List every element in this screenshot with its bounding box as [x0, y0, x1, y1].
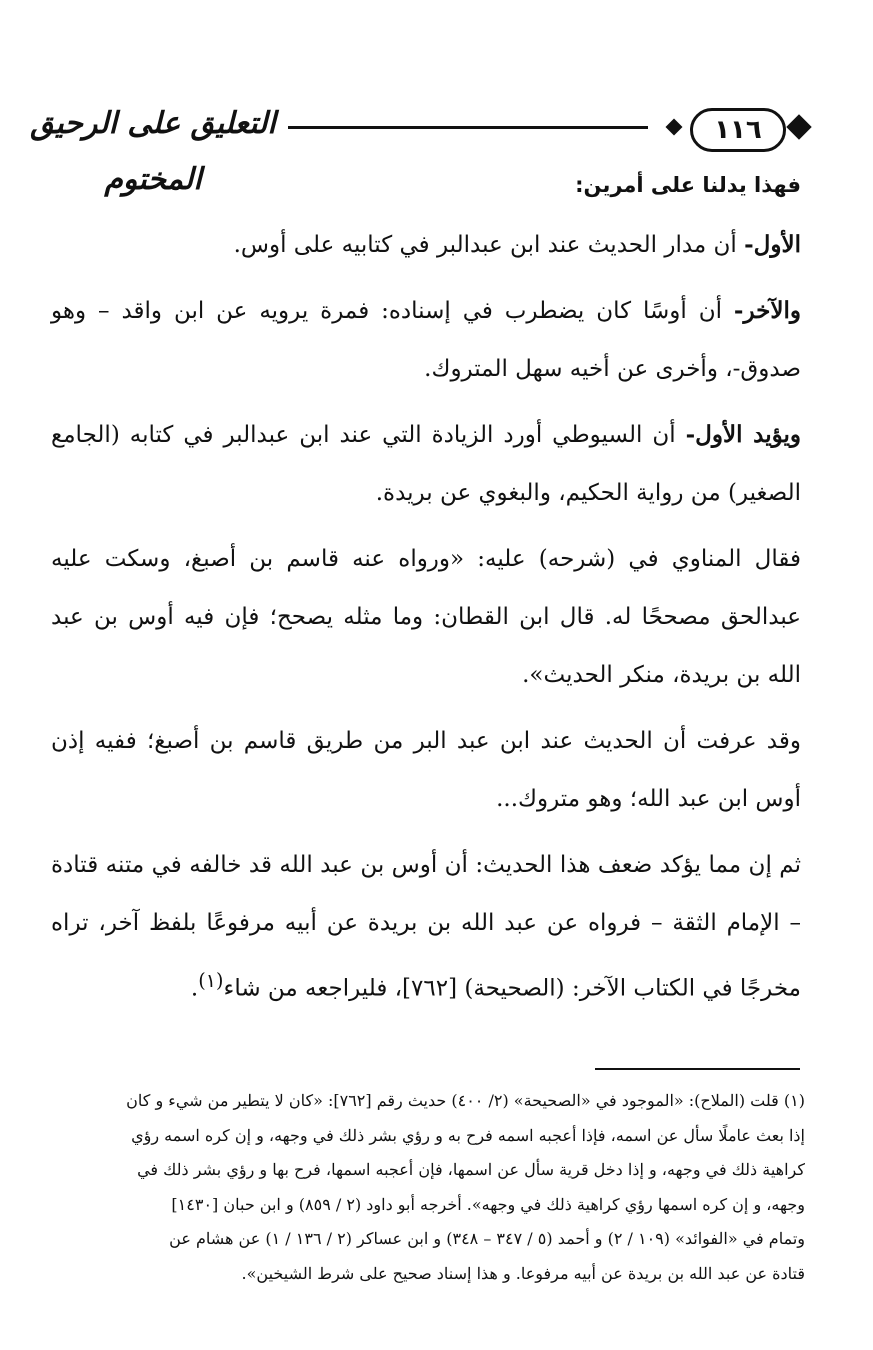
- footnote-line: (١) قلت (الملاح): «الموجود في «الصحيحة» (٢/ ٤٠٠) حديث رقم [٧٦٢]: «كان لا يتطير من شيء و كان: [126, 1091, 805, 1110]
- running-title: التعليق على الرحيق المختوم: [30, 106, 276, 197]
- paragraph-lead: ويؤيد الأول-: [685, 421, 801, 448]
- footnote-line: وجهه، و إن كره اسمها رؤي كراهية ذلك في وجهه». أخرجه أبو داود (٢ / ٨٥٩) و ابن حبان [١٤٣٠]: [171, 1194, 805, 1214]
- footnotes: [55, 1084, 805, 1291]
- paragraph-known: وقد عرفت أن الحديث عند ابن عبد البر من طريق قاسم بن أصبغ؛ ففيه إذن أوس ابن عبد الله؛ وهو متروك...: [51, 728, 801, 812]
- paragraph-first-point: [51, 216, 801, 274]
- paragraph-lead: والآخر-: [733, 297, 801, 324]
- paragraph-text: أن أوسًا كان يضطرب في إسناده: فمرة يرويه عن ابن واقد – وهو صدوق-، وأخرى عن أخيه سهل المتروك.: [51, 298, 801, 382]
- ornament-diamond-icon: [666, 119, 683, 136]
- paragraph-support: [51, 406, 801, 522]
- footnote-line: قتادة عن عبد الله بن بريدة عن أبيه مرفوعا. و هذا إسناد صحيح على شرط الشيخين».: [241, 1263, 805, 1283]
- paragraph-text: ثم إن مما يؤكد ضعف هذا الحديث: أن أوس بن عبد الله قد خالفه في متنه قتادة – الإمام الثقة – فرواه عن عبد الله بن بريدة عن أبيه مرفوعًا بلفظ آخر، تراه مخرجًا في الكتاب الآخر: (الصحيحة) [٧٦٢]، فليراجعه من شاء: [51, 852, 801, 1002]
- paragraph-confirmation: [51, 836, 801, 1018]
- footnote-separator: [595, 1068, 800, 1070]
- paragraph-end: .: [190, 975, 199, 1002]
- paragraph-munawi: فقال المناوي في (شرحه) عليه: «ورواه عنه قاسم بن أصبغ، وسكت عليه عبدالحق مصححًا له. قال ابن القطان: وما مثله يصحح؛ فإن فيه أوس بن عبد الله بن بريدة، منكر الحديث».: [51, 546, 801, 688]
- header-rule: [288, 126, 648, 129]
- paragraph-text: أن السيوطي أورد الزيادة التي عند ابن عبدالبر في كتابه (الجامع الصغير) من رواية الحكيم، والبغوي عن بريدة.: [51, 422, 801, 506]
- paragraph-lead: الأول-: [744, 231, 801, 258]
- footnote-line: كراهية ذلك في وجهه، و إذا دخل قرية سأل عن اسمها، فإن أعجبه اسمها، فرح بها و رؤي بشر ذلك في: [137, 1160, 805, 1179]
- footnote-ref[interactable]: (١): [198, 969, 224, 992]
- ornament-diamond-icon: [786, 114, 811, 139]
- footnote-line: إذا بعث عاملًا سأل عن اسمه، فإذا أعجبه اسمه فرح به و رؤي بشر ذلك في وجهه، و إن كره اسمه رؤي: [131, 1125, 805, 1145]
- paragraph-text: أن مدار الحديث عند ابن عبدالبر في كتابيه على أوس.: [233, 232, 745, 258]
- page-number: ١١٦: [690, 108, 786, 152]
- intro-line: فهذا يدلنا على أمرين:: [575, 173, 801, 197]
- main-text: [51, 160, 801, 1018]
- footnote-line: وتمام في «الفوائد» (١٠٩ / ٢) و أحمد (٥ / ٣٤٧ – ٣٤٨) و ابن عساكر (٢ / ١٣٦ / ١) عن هشام عن: [169, 1229, 805, 1248]
- paragraph-second-point: [51, 282, 801, 398]
